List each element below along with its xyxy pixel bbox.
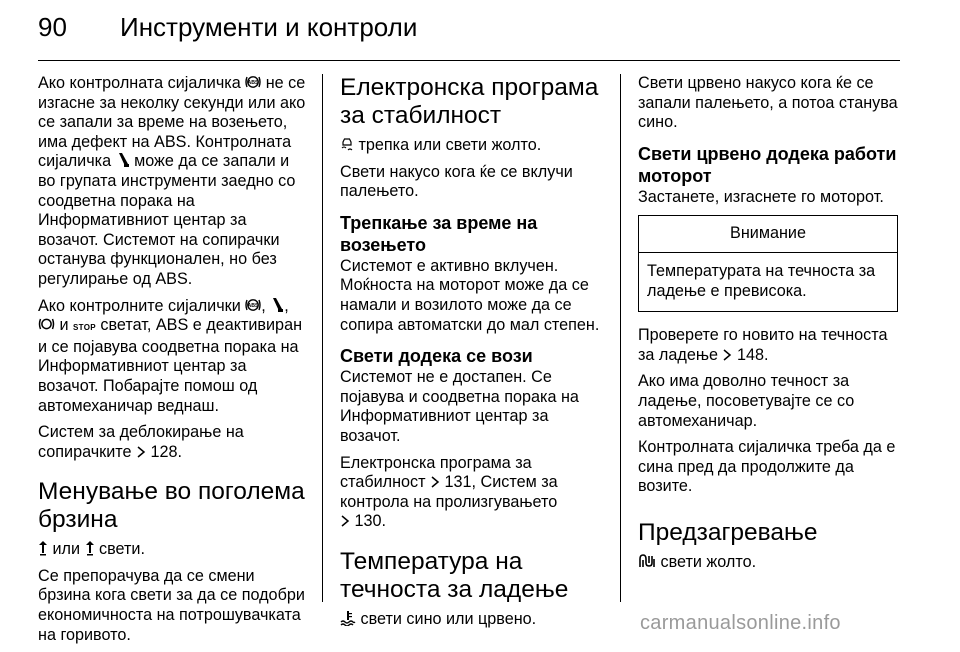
paragraph-preheat-lit: свети жолто. xyxy=(638,553,908,573)
column-divider-2 xyxy=(620,74,621,602)
svg-text:ABS: ABS xyxy=(247,80,259,86)
paragraph-check-coolant: Проверете го новито на течноста за ладење 148. xyxy=(638,326,888,364)
upshift-icon xyxy=(85,540,95,556)
caution-box xyxy=(638,215,898,312)
paragraph-lamp-blue: Контролната сијаличка треба да е сина пред да продолжите да возите. xyxy=(638,438,896,496)
column-3 xyxy=(638,74,908,580)
paragraph-abs-deactivated: Ако контролните сијалички ABS , , и STOP светат, ABS е деактивиран и се појавува соодветна порака на Информативниот центар за возачот. Побарајте помош од автомеханичар веднаш. xyxy=(38,296,303,415)
heading-esp-lit: Свети додека се вози xyxy=(340,346,533,367)
reference-arrow-icon xyxy=(136,445,146,459)
heading-coolant-temp: Температура на течноста за ладење xyxy=(340,547,569,603)
column-1 xyxy=(38,74,310,652)
header-rule xyxy=(38,60,900,61)
heading-esp-blinking: Трепкање за време на возењето xyxy=(340,212,538,255)
paragraph-esp-references: Електронска програма за стабилност 131, Систем за контрола на пролизгувањето 130. xyxy=(340,453,558,531)
heading-upshift: Менување во поголема брзина xyxy=(38,478,305,534)
paragraph-brake-release: Систем за деблокирање на сопирачките 128. xyxy=(38,423,244,461)
caution-body: Температурата на течноста за ладење е превисока. xyxy=(647,261,876,300)
paragraph-esp-blink: трепка или свети жолто. xyxy=(340,136,610,156)
watermark: carmanualsonline.info xyxy=(640,612,841,634)
page-title: Инструменти и контроли xyxy=(120,12,418,42)
esp-car-icon xyxy=(340,136,354,152)
paragraph-stop-engine: Застанете, изгаснете го моторот. xyxy=(638,187,884,206)
preheat-coil-icon xyxy=(638,553,656,569)
page-number: 90 xyxy=(38,12,67,42)
abs-warning-icon xyxy=(245,297,261,313)
paragraph-enough-coolant: Ако има доволно течност за ладење, посоветувајте се со автомеханичар. xyxy=(638,372,855,430)
paragraph-coolant-red-start: Свети црвено накусо кога ќе се запали палењето, а потоа станува сино. xyxy=(638,74,898,132)
heading-red-engine-running: Свети црвено додека работи моторот xyxy=(638,143,897,186)
paragraph-esp-active: Системот е активно вклучен. Моќноста на моторот може да се намали и возилото може да се сопира автоматски до мал степен. xyxy=(340,256,600,334)
paragraph-coolant-lit: свети сино или црвено. xyxy=(340,610,610,630)
reference-arrow-icon xyxy=(340,514,350,528)
paragraph-upshift-icons: или свети. xyxy=(38,540,310,560)
column-divider-1 xyxy=(322,74,323,602)
paragraph-esp-unavailable: Системот не е достапен. Се појавува и соодветна порака на Информативниот центар за возачот. xyxy=(340,368,579,445)
brake-pad-icon xyxy=(116,152,130,168)
reference-arrow-icon xyxy=(430,475,440,489)
coolant-temp-icon xyxy=(340,610,356,626)
heading-esp: Електронска програма за стабилност xyxy=(340,74,599,129)
svg-text:ABS: ABS xyxy=(247,302,259,309)
caution-title: Внимание xyxy=(639,216,897,253)
stop-icon: STOP xyxy=(73,323,96,333)
paragraph-abs-fault: Ако контролната сијаличка ABS не се изгасне за неколку секунди или ако се запали за време на возењето, има дефект на ABS. Контролната сијаличка може да се запали и во групата инструменти заедно со соодветна порака на Информативниот центар за возачот. Системот на сопирачки останува функционален, но без регулирање од ABS. xyxy=(38,74,306,288)
paragraph-esp-ignition: Свети накусо кога ќе се вклучи палењето. xyxy=(340,162,573,201)
upshift-icon xyxy=(38,540,48,556)
column-2 xyxy=(340,74,610,637)
reference-arrow-icon xyxy=(722,348,732,362)
brake-circle-icon xyxy=(38,316,55,332)
paragraph-upshift-info: Се препорачува да се смени брзина кога свети за да се подобри економичноста на потрошувачката на горивото. xyxy=(38,566,305,644)
heading-preheat: Предзагревање xyxy=(638,518,818,546)
page-header xyxy=(38,12,898,52)
abs-warning-icon xyxy=(245,74,261,90)
brake-pad-icon xyxy=(270,297,284,313)
